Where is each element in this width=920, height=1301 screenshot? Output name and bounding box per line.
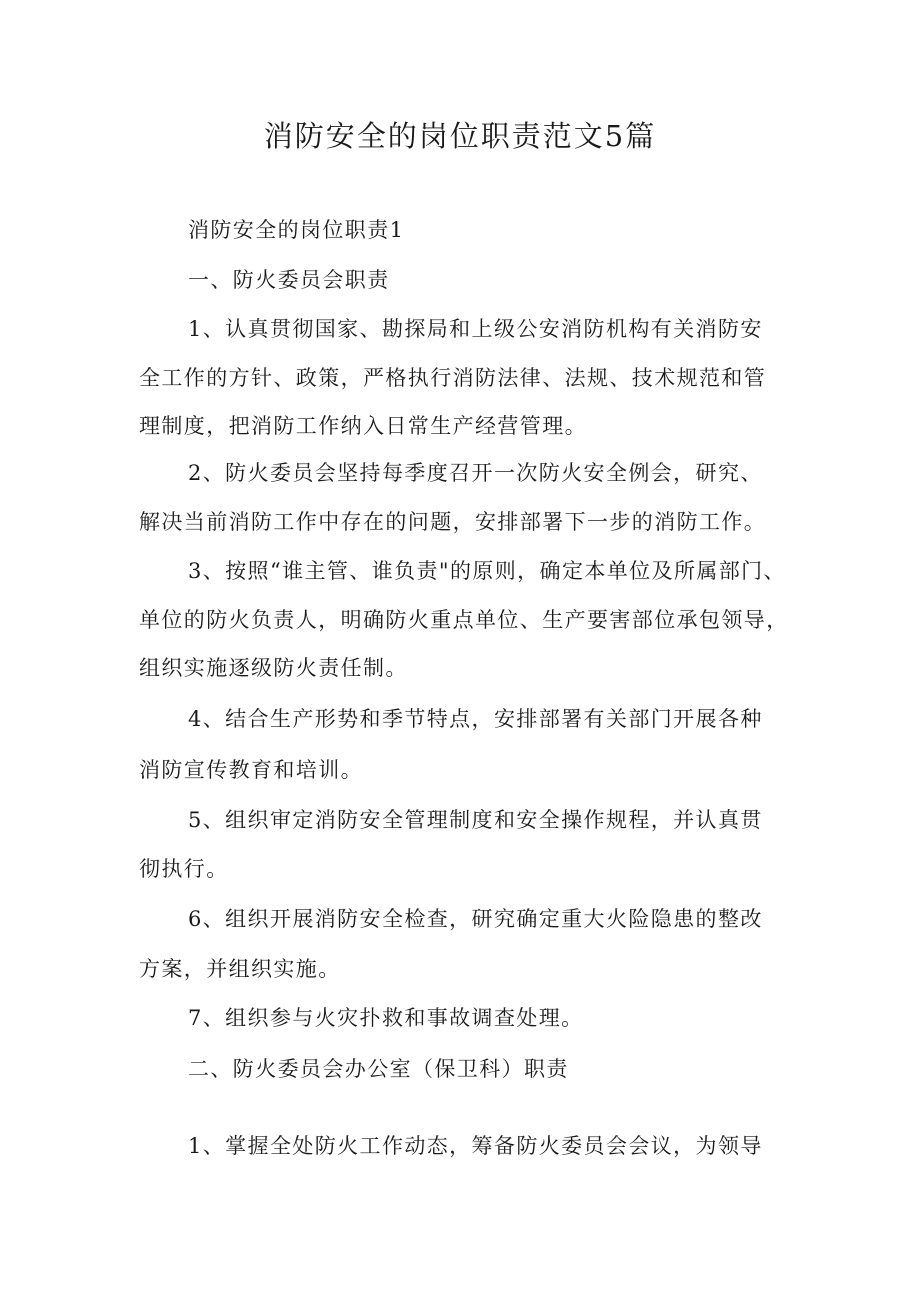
paragraph-line: 消防宣传教育和培训。 [139, 758, 363, 782]
paragraph-line: 解决当前消防工作中存在的问题，安排部署下一步的消防工作。 [139, 510, 767, 534]
paragraph-line: 组织实施逐级防火责任制。 [139, 656, 408, 680]
paragraph-line: 单位的防火负责人，明确防火重点单位、生产要害部位承包领导， [139, 608, 789, 632]
paragraph-line: 1、掌握全处防火工作动态，筹备防火委员会会议，为领导 [188, 1134, 763, 1158]
paragraph-line: 3、按照“谁主管、谁负责"的原则，确定本单位及所属部门、 [188, 559, 786, 583]
paragraph-line: 5、组织审定消防安全管理制度和安全操作规程，并认真贯 [188, 808, 763, 832]
document-title: 消防安全的岗位职责范文5篇 [263, 119, 657, 153]
subsection-heading: 一、防火委员会职责 [188, 268, 390, 292]
section-heading: 消防安全的岗位职责1 [188, 218, 405, 242]
paragraph-line: 全工作的方针、政策，严格执行消防法律、法规、技术规范和管 [139, 366, 767, 390]
paragraph-line: 理制度，把消防工作纳入日常生产经营管理。 [139, 414, 587, 438]
paragraph-line: 2、防火委员会坚持每季度召开一次防火安全例会，研究、 [188, 461, 763, 485]
paragraph-line: 彻执行。 [139, 857, 229, 881]
paragraph-line: 6、组织开展消防安全检查，研究确定重大火险隐患的整改 [188, 907, 763, 931]
paragraph-line: 方案，并组织实施。 [139, 957, 341, 981]
paragraph-line: 1、认真贯彻国家、勘探局和上级公安消防机构有关消防安 [188, 317, 763, 341]
paragraph-line: 7、组织参与火灾扑救和事故调查处理。 [188, 1006, 584, 1030]
subsection-heading: 二、防火委员会办公室（保卫科）职责 [188, 1057, 569, 1081]
paragraph-line: 4、结合生产形势和季节特点，安排部署有关部门开展各种 [188, 707, 763, 731]
